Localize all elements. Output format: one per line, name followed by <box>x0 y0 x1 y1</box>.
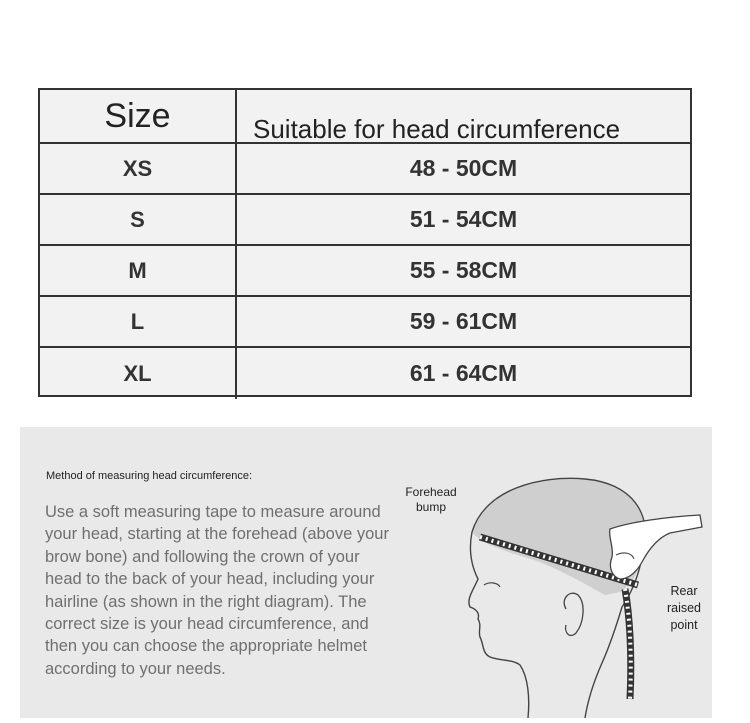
forehead-bump-label: Forehead bump <box>405 485 457 514</box>
size-cell: M <box>40 246 237 295</box>
size-cell: XL <box>40 348 237 399</box>
method-description: Use a soft measuring tape to measure around your head, starting at the forehead (above your brow bone) and following the crown of your head to the back of your head, including your hairline (as shown in the right diagram). The correct size is your head circumference, and then you can choose the appropriate helmet according to your needs. <box>45 503 389 678</box>
table-row <box>40 348 690 399</box>
face-profile <box>469 532 529 718</box>
table-row <box>40 297 690 348</box>
hand <box>610 515 702 579</box>
table-row <box>40 246 690 297</box>
measuring-instructions-panel <box>20 427 712 718</box>
size-cell: L <box>40 297 237 346</box>
circumference-cell: 51 - 54CM <box>409 206 518 232</box>
size-cell: S <box>40 195 237 244</box>
head-measurement-diagram <box>380 467 712 718</box>
size-column-header: Size <box>40 90 237 142</box>
circumference-cell: 48 - 50CM <box>409 155 518 181</box>
rear-raised-point-label: Rear raised point <box>666 584 702 632</box>
circumference-cell: 55 - 58CM <box>409 257 518 283</box>
size-chart-table <box>38 88 692 397</box>
circumference-cell: 59 - 61CM <box>409 308 518 334</box>
method-title: Method of measuring head circumference: <box>46 470 253 482</box>
size-cell: XS <box>40 144 237 193</box>
ear <box>564 593 583 635</box>
circumference-column-header: Suitable for head circumference <box>253 114 621 144</box>
table-row <box>40 144 690 195</box>
table-header-row <box>40 90 690 144</box>
circumference-cell: 61 - 64CM <box>409 360 518 386</box>
eye <box>484 583 500 587</box>
table-row <box>40 195 690 246</box>
